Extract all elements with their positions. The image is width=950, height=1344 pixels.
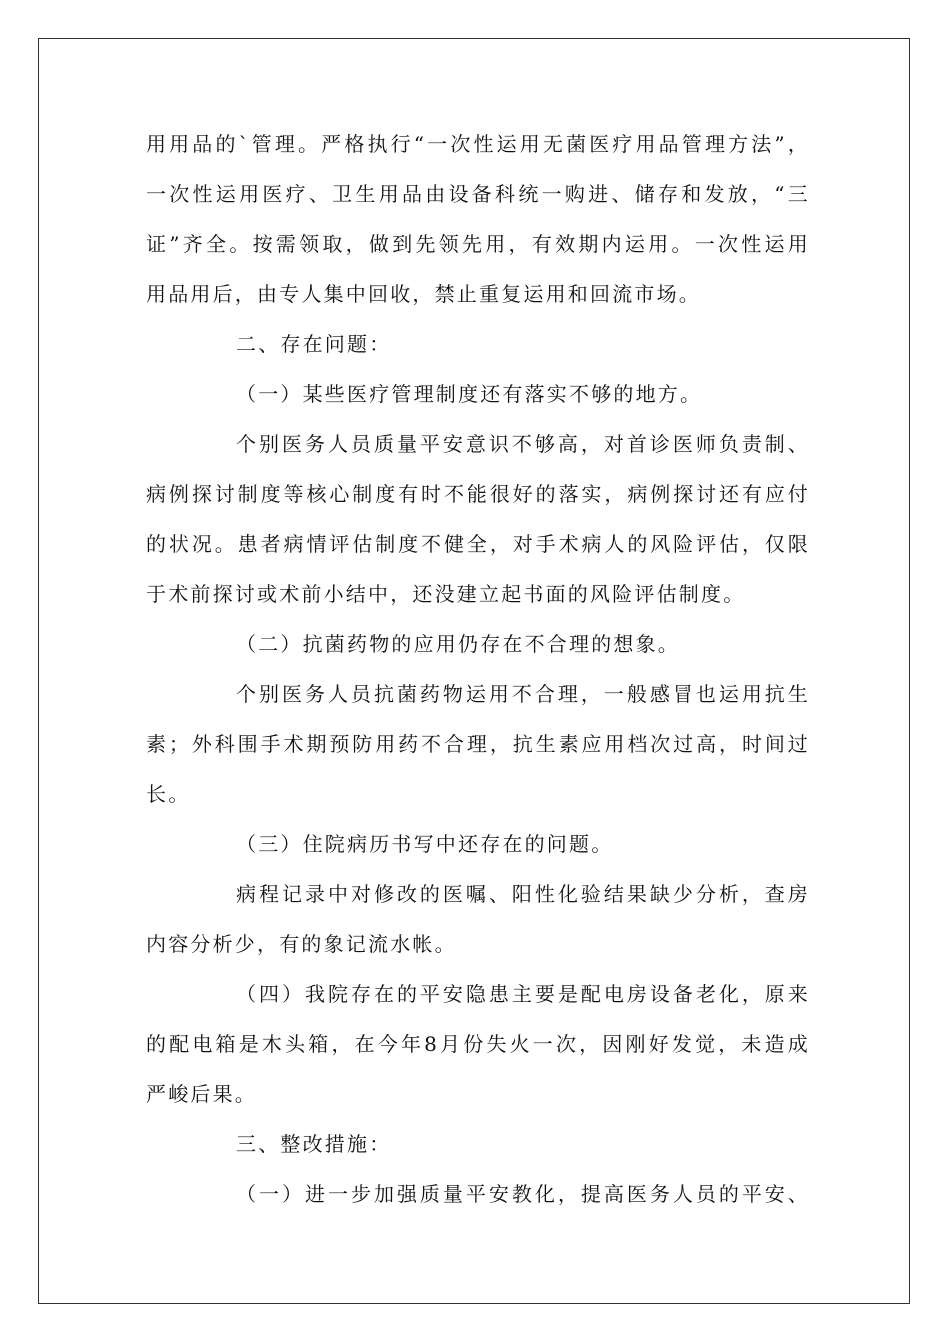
text-line: 个别医务人员质量平安意识不够高，对首诊医师负责制、 xyxy=(236,432,810,456)
text-line: 三、整改措施： xyxy=(236,1132,392,1156)
text-line: 长。 xyxy=(146,782,191,806)
text-line: 个别医务人员抗菌药物运用不合理，一般感冒也运用抗生 xyxy=(236,682,810,706)
text-line: （四）我院存在的平安隐患主要是配电房设备老化，原来 xyxy=(236,982,810,1006)
text-line: 用品用后，由专人集中回收，禁止重复运用和回流市场。 xyxy=(146,282,701,306)
text-line: 用用品的`管理。严格执行“一次性运用无菌医疗用品管理方法”， xyxy=(146,132,810,156)
text-line: 证”齐全。按需领取，做到先领先用，有效期内运用。一次性运用 xyxy=(146,232,810,256)
text-line: 内容分析少，有的象记流水帐。 xyxy=(146,932,457,956)
text-line: 病例探讨制度等核心制度有时不能很好的落实，病例探讨还有应付 xyxy=(146,482,810,506)
text-line: 素；外科围手术期预防用药不合理，抗生素应用档次过高，时间过 xyxy=(146,732,810,756)
text-line: 的配电箱是木头箱，在今年8月份失火一次，因刚好发觉，未造成 xyxy=(146,1032,810,1056)
document-body xyxy=(146,128,810,1228)
text-line: 一次性运用医疗、卫生用品由设备科统一购进、储存和发放，“三 xyxy=(146,182,810,206)
text-line: （二）抗菌药物的应用仍存在不合理的想象。 xyxy=(236,632,680,656)
text-line: 病程记录中对修改的医嘱、阳性化验结果缺少分析，查房 xyxy=(236,882,810,906)
text-line: 于术前探讨或术前小结中，还没建立起书面的风险评估制度。 xyxy=(146,582,746,606)
text-line: （一）进一步加强质量平安教化，提高医务人员的平安、 xyxy=(236,1182,810,1206)
text-line: 严峻后果。 xyxy=(146,1082,257,1106)
text-line: 二、存在问题： xyxy=(236,332,392,356)
text-line: （三）住院病历书写中还存在的问题。 xyxy=(236,832,614,856)
text-line: （一）某些医疗管理制度还有落实不够的地方。 xyxy=(236,382,703,406)
text-line: 的状况。患者病情评估制度不健全，对手术病人的风险评估，仅限 xyxy=(146,532,810,556)
